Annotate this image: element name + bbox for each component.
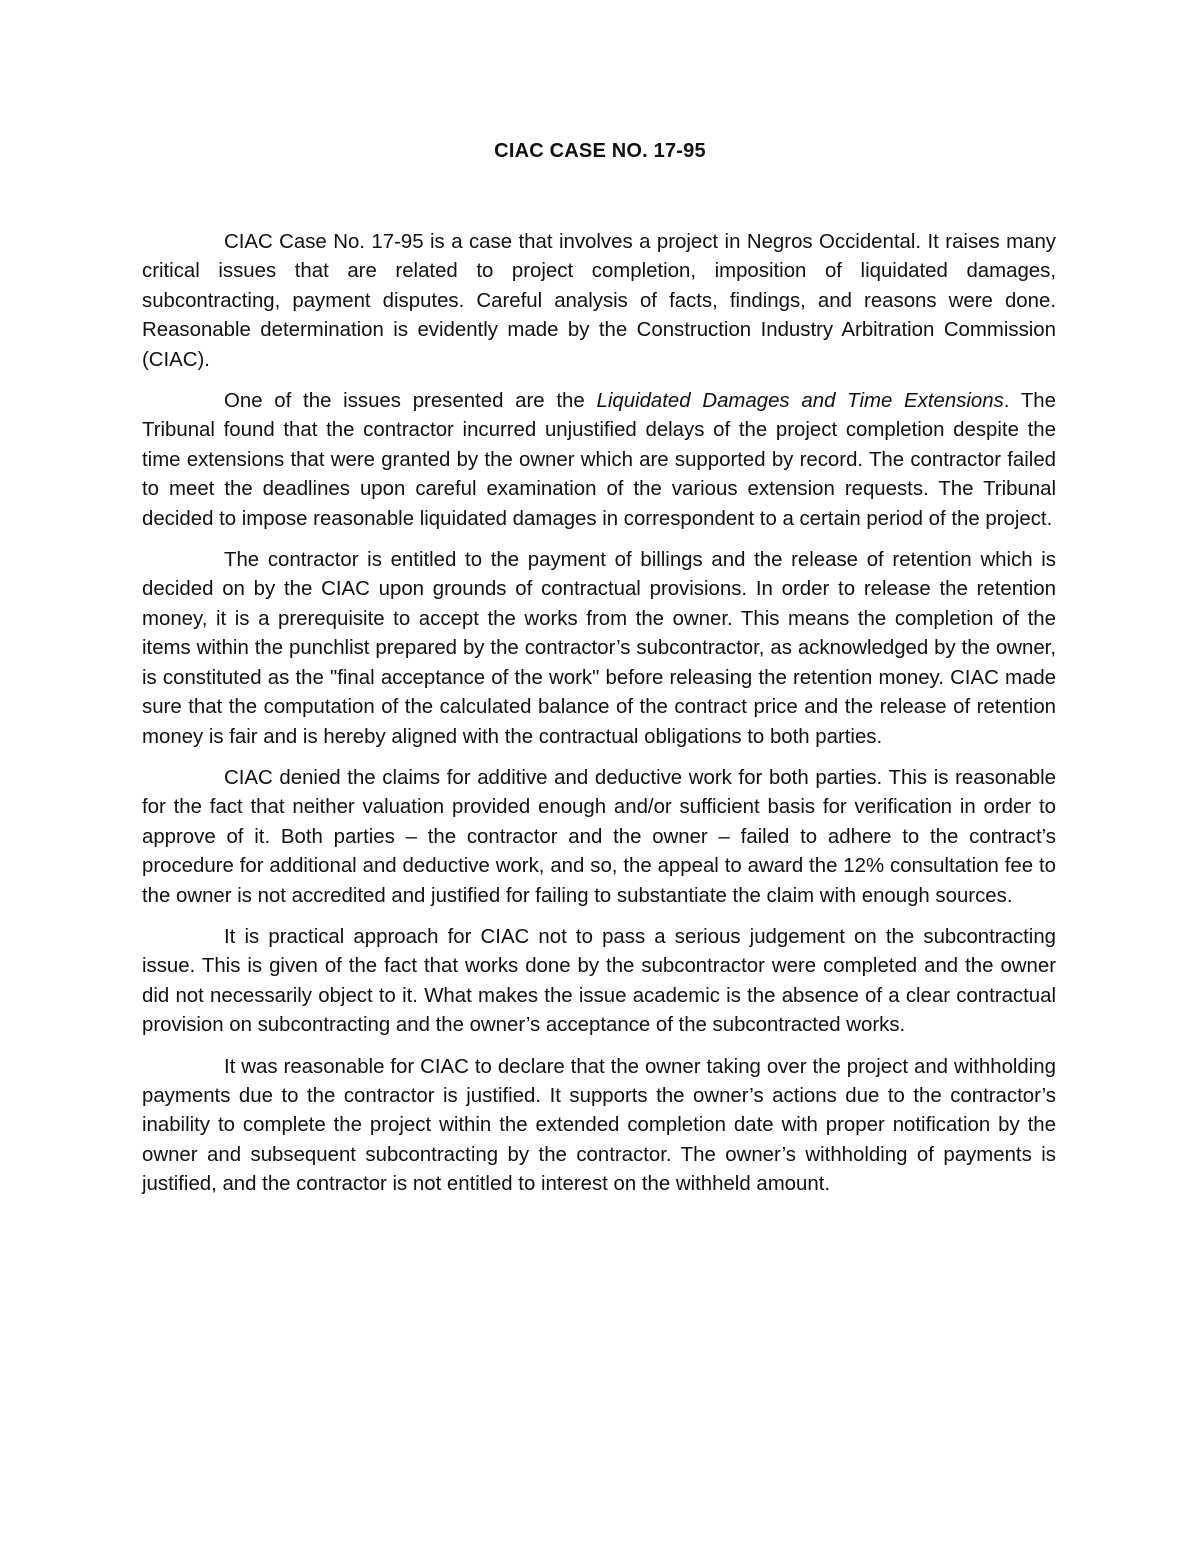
paragraph-withholding: It was reasonable for CIAC to declare that the owner taking over the project and withholding payments due to the contractor is justified. It supports the owner’s actions due to the contractor’s inability to complete the project within the extended completion date with proper notification by the owner and subsequent subcontracting by the contractor. The owner’s withholding of payments is justified, and the contractor is not entitled to interest on the withheld amount.	[142, 1055, 1056, 1196]
paragraph-liquidated-damages	[142, 387, 1056, 534]
paragraph-retention: The contractor is entitled to the payment of billings and the release of retention which is decided on by the CIAC upon grounds of contractual provisions. In order to release the retention money, it is a prerequisite to accept the works from the owner. This means the completion of the items within the punchlist prepared by the contractor’s subcontractor, as acknowledged by the owner, is constituted as the "final acceptance of the work" before releasing the retention money. CIAC made sure that the computation of the calculated balance of the contract price and the release of retention money is fair and is hereby aligned with the contractual obligations to both parties.	[142, 549, 1056, 748]
paragraph-text: . The Tribunal found that the contractor incurred unjustified delays of the project completion despite the time extensions that were granted by the owner which are supported by record. The contractor failed to meet the deadlines upon careful examination of the various extension requests. The Tribunal decided to impose reasonable liquidated damages in correspondent to a certain period of the project.	[142, 390, 1056, 530]
emphasized-issue: Liquidated Damages and Time Extensions	[596, 390, 1004, 413]
paragraph-text: One of the issues presented are the	[224, 390, 597, 413]
paragraph-subcontracting: It is practical approach for CIAC not to pass a serious judgement on the subcontracting issue. This is given of the fact that works done by the subcontractor were completed and the owner did not necessarily object to it. What makes the issue academic is the absence of a clear contractual provision on subcontracting and the owner’s acceptance of the subcontracted works.	[142, 925, 1056, 1037]
paragraph-intro: CIAC Case No. 17-95 is a case that involves a project in Negros Occidental. It raises many critical issues that are related to project completion, imposition of liquidated damages, subcontracting, payment disputes. Careful analysis of facts, findings, and reasons were done. Reasonable determination is evidently made by the Construction Industry Arbitration Commission (CIAC).	[142, 231, 1056, 371]
paragraph-additive-deductive: CIAC denied the claims for additive and deductive work for both parties. This is reasonable for the fact that neither valuation provided enough and/or sufficient basis for verification in order to approve of it. Both parties – the contractor and the owner – failed to adhere to the contract’s procedure for additional and deductive work, and so, the appeal to award the 12% consultation fee to the owner is not accredited and justified for failing to substantiate the claim with enough sources.	[142, 766, 1056, 907]
document-body	[142, 228, 1056, 1212]
document-title: CIAC CASE NO. 17-95	[494, 140, 706, 162]
